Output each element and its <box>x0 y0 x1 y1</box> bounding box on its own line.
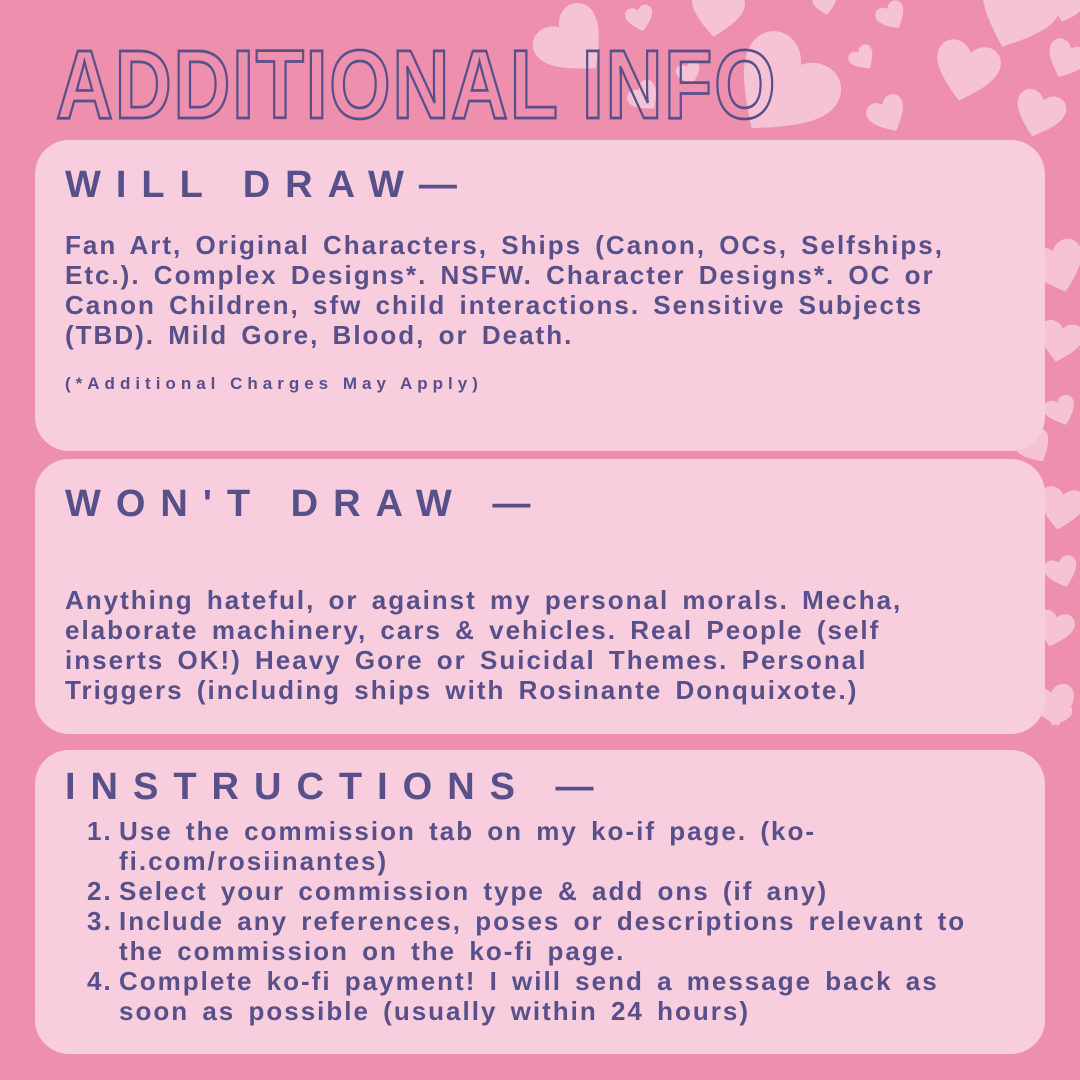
page-title: ADDITIONAL INFO <box>56 29 778 139</box>
instructions-heading: INSTRUCTIONS — <box>65 766 609 808</box>
heart-icon <box>1039 391 1080 433</box>
will-draw-body: Fan Art, Original Characters, Ships (Canon, OCs, Selfships, Etc.). Complex Designs*. NSFW. Character Designs*. OC or Canon Children, sfw child interactions. Sensitive Subjects (TBD). Mild Gore, Blood, or Death. <box>65 229 944 350</box>
will-draw-panel <box>35 140 1045 451</box>
instructions-panel <box>35 750 1045 1054</box>
heart-icon <box>1040 551 1080 594</box>
heart-icon <box>871 0 913 37</box>
will-draw-heading: WILL DRAW— <box>65 164 472 206</box>
instruction-step-3: Include any references, poses or descriptions relevant to the commission on the ko-fi page. <box>119 905 967 966</box>
wont-draw-heading: WON'T DRAW — <box>65 483 546 525</box>
additional-charges-note: (*Additional Charges May Apply) <box>65 373 483 393</box>
heart-icon <box>1006 83 1073 147</box>
instructions-list <box>65 816 987 1026</box>
instruction-step-1: Use the commission tab on my ko-if page. (ko-fi.com/rosiinantes) <box>119 815 816 876</box>
instruction-step-4: Complete ko-fi payment! I will send a message back as soon as possible (usually within 24 hours) <box>119 965 939 1026</box>
instruction-step-2: Select your commission type & add ons (if any) <box>119 875 829 906</box>
heart-icon <box>860 88 915 142</box>
wont-draw-panel <box>35 459 1045 734</box>
wont-draw-body: Anything hateful, or against my personal morals. Mecha, elaborate machinery, cars & vehicles. Real People (self inserts OK!) Heavy Gore or Suicidal Themes. Personal Triggers (including ships with Rosinante Donquixote.) <box>65 584 903 705</box>
heart-icon <box>810 0 840 18</box>
heart-icon <box>844 40 882 77</box>
